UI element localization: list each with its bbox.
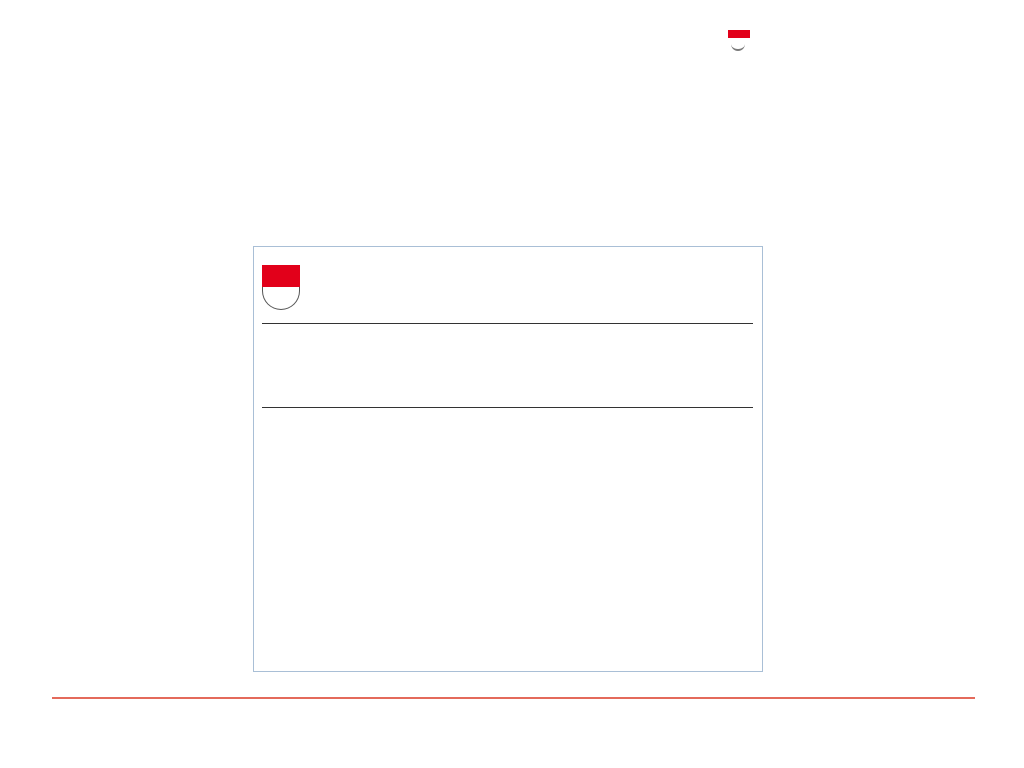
document-logo: [262, 265, 362, 315]
flag-icon: [728, 30, 750, 38]
certificate-document: [253, 246, 763, 672]
footer-divider: [52, 697, 975, 699]
doc-flag-icon: [262, 265, 300, 287]
kanton-solothurn-logo: [728, 26, 978, 58]
doc-shield-icon: [262, 287, 300, 310]
shield-icon: [731, 39, 745, 51]
divider: [262, 407, 753, 408]
divider: [262, 323, 753, 324]
